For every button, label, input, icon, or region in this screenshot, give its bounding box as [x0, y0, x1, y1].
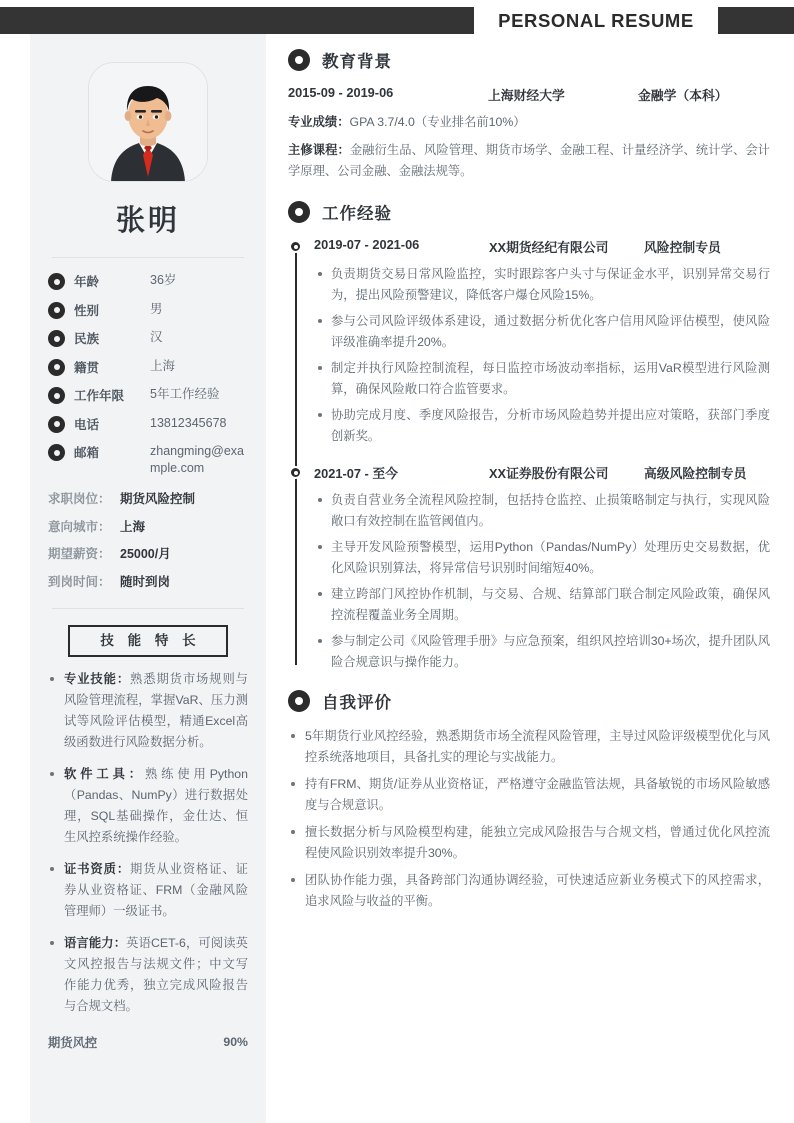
contact-row-email	[48, 443, 248, 477]
page-title: PERSONAL RESUME	[498, 10, 694, 31]
job-company: XX证券股份有限公司	[489, 466, 609, 481]
list-item: 团队协作能力强，具备跨部门沟通协调经验，可快速适应新业务模式下的风控需求，追求风险与收益的平衡。	[288, 870, 770, 912]
intention-row-availability	[48, 572, 248, 590]
list-item: 制定并执行风险控制流程，每日监控市场波动率指标，运用VaR模型进行风险测算，确保风险敞口符合监管要求。	[314, 358, 770, 400]
sidebar	[30, 34, 266, 1123]
list-item: 参与制定公司《风险管理手册》与应急预案，组织风控培训30+场次，提升团队风险合规意识与操作能力。	[314, 631, 770, 673]
section-header-evaluation	[288, 689, 770, 713]
job-date: 2019-07 - 2021-06	[314, 237, 420, 252]
contact-label: 工作年限	[74, 389, 125, 403]
job-header	[314, 463, 770, 482]
list-item: 负责自营业务全流程风险控制，包括持仓监控、止损策略制定与执行，实现风险敞口有效控制在监管阈值内。	[314, 490, 770, 532]
phone-ring-icon	[48, 416, 65, 433]
header-bar-left	[0, 7, 474, 34]
contact-value: 男	[150, 301, 163, 316]
contact-value: 上海	[150, 358, 176, 373]
timeline-dot-icon	[289, 466, 302, 479]
email-ring-icon	[48, 444, 65, 461]
education-courses-value: 金融衍生品、风险管理、期货市场学、金融工程、计量经济学、统计学、会计学原理、公司金融、金融法规等。	[288, 143, 770, 178]
job-date: 2021-07 - 至今	[314, 466, 398, 481]
education-date: 2015-09 - 2019-06	[288, 85, 394, 100]
ring-bullet-icon	[48, 387, 65, 404]
contact-row-gender	[48, 301, 248, 319]
job-role: 高级风险控制专员	[644, 466, 747, 481]
ring-bullet-icon	[48, 273, 65, 290]
skill-text: 熟练使用Python（Pandas、NumPy）进行数据处理，SQL基础操作，金仕达、恒生风控系统操作经验。	[64, 766, 248, 844]
skill-bar-label: 期货风控	[48, 1035, 98, 1050]
header-bar-right	[718, 7, 794, 34]
divider-above-skills	[52, 608, 244, 609]
list-item	[48, 859, 248, 922]
intention-row-position	[48, 489, 248, 507]
intention-value: 上海	[120, 519, 146, 534]
contact-label: 邮箱	[74, 446, 100, 460]
intention-row-city	[48, 517, 248, 535]
ring-bullet-icon	[48, 359, 65, 376]
person-name: 张明	[115, 205, 180, 237]
contact-row-experience	[48, 386, 248, 404]
contact-label: 籍贯	[74, 360, 100, 375]
list-item: 5年期货行业风控经验，熟悉期货市场全流程风险管理，主导过风险评级模型优化与风控系统落地项目，具备扎实的理论与实战能力。	[288, 726, 770, 768]
section-self-evaluation	[288, 689, 770, 912]
work-timeline	[288, 237, 770, 673]
list-item: 持有FRM、期货/证券从业资格证，严格遵守金融监管法规，具备敏锐的市场风险敏感度与合规意识。	[288, 774, 770, 816]
list-item	[48, 764, 248, 848]
skill-title: 专业技能：	[64, 671, 131, 686]
contact-row-hometown	[48, 358, 248, 376]
donut-icon	[288, 49, 310, 71]
intention-label: 求职岗位：	[48, 492, 111, 506]
intention-label: 期望薪资：	[48, 547, 111, 561]
skills-list	[48, 669, 248, 1017]
list-item: 主导开发风险预警模型，运用Python（Pandas/NumPy）处理历史交易数据，优化风险识别算法，将异常信号识别时间缩短40%。	[314, 537, 770, 579]
evaluation-list	[288, 726, 770, 912]
contact-value: zhangming@example.com	[150, 444, 244, 475]
skill-title: 语言能力：	[64, 935, 127, 950]
list-item: 建立跨部门风控协作机制，与交易、合规、结算部门联合制定风险政策，确保风控流程覆盖业务全周期。	[314, 584, 770, 626]
ring-bullet-icon	[48, 330, 65, 347]
list-item: 负责期货交易日常风险监控，实时跟踪客户头寸与保证金水平，识别异常交易行为，提出风险预警建议，降低客户爆仓风险15%。	[314, 264, 770, 306]
section-title: 教育背景	[322, 53, 392, 71]
job-company: XX期货经纪有限公司	[489, 240, 609, 255]
section-header-education	[288, 48, 770, 72]
intention-value: 25000/月	[120, 547, 171, 561]
job-intention-list	[48, 489, 248, 590]
contact-value: 36岁	[150, 273, 177, 287]
main-column	[288, 48, 770, 918]
skill-bar-percent: 90%	[223, 1034, 248, 1049]
contact-label: 年龄	[74, 275, 100, 289]
contact-row-phone	[48, 415, 248, 433]
intention-label: 意向城市：	[48, 519, 111, 534]
skill-text: 熟悉期货市场规则与风险管理流程，掌握VaR、压力测试等风险评估模型，精通Excel高级函数进行风险数据分析。	[64, 671, 248, 749]
list-item: 协助完成月度、季度风险报告，分析市场风险趋势并提出应对策略，获部门季度创新奖。	[314, 405, 770, 447]
skill-text: 期货从业资格证、证券从业资格证、FRM（金融风险管理师）一级证书。	[64, 861, 248, 918]
skill-bar-row	[48, 1033, 248, 1051]
skill-bar-block	[48, 1033, 248, 1051]
contact-value: 13812345678	[150, 415, 227, 430]
job-entry	[314, 237, 770, 447]
contact-label: 性别	[74, 303, 100, 318]
section-title: 工作经验	[322, 205, 392, 223]
page-header	[0, 7, 794, 34]
avatar-illustration	[89, 63, 207, 181]
contact-value: 汉	[150, 330, 163, 344]
avatar	[88, 62, 208, 182]
list-item	[48, 933, 248, 1017]
contact-row-age	[48, 272, 248, 290]
job-role: 风险控制专员	[644, 240, 721, 255]
ring-bullet-icon	[48, 302, 65, 319]
skills-section-title: 技 能 特 长	[68, 625, 228, 657]
contact-label: 电话	[74, 417, 100, 432]
job-header	[314, 237, 770, 256]
education-gpa-value: GPA 3.7/4.0（专业排名前10%）	[349, 115, 526, 129]
education-gpa-label: 专业成绩：	[288, 115, 350, 129]
education-entry-row	[288, 85, 770, 104]
contact-row-ethnicity	[48, 329, 248, 347]
skill-title: 软件工具：	[64, 766, 145, 781]
skill-text: 英语CET-6，可阅读英文风控报告与法规文件；中文写作能力优秀，独立完成风险报告与合规文档。	[64, 935, 248, 1013]
timeline-dot-icon	[289, 240, 302, 253]
contact-list	[48, 272, 248, 477]
intention-row-salary	[48, 544, 248, 562]
section-title: 自我评价	[322, 694, 392, 712]
section-education	[288, 48, 770, 182]
education-major: 金融学（本科）	[638, 88, 728, 103]
donut-icon	[288, 201, 310, 223]
job-points-list	[314, 490, 770, 673]
list-item: 擅长数据分析与风险模型构建，能独立完成风险报告与合规文档，曾通过优化风控流程使风险识别效率提升30%。	[288, 822, 770, 864]
education-school: 上海财经大学	[488, 88, 565, 103]
donut-icon	[288, 690, 310, 712]
list-item: 参与公司风险评级体系建设，通过数据分析优化客户信用风险评估模型，使风险评级准确率提升20%。	[314, 311, 770, 353]
contact-value: 5年工作经验	[150, 387, 220, 401]
contact-label: 民族	[74, 332, 100, 346]
education-gpa-line	[288, 112, 770, 133]
skill-title: 证书资质：	[64, 861, 131, 876]
list-item	[48, 669, 248, 753]
job-entry	[314, 463, 770, 673]
job-points-list	[314, 264, 770, 447]
intention-label: 到岗时间：	[48, 574, 111, 589]
education-courses-line	[288, 140, 770, 182]
education-courses-label: 主修课程：	[288, 143, 350, 157]
intention-value: 随时到岗	[120, 574, 171, 589]
section-work-experience	[288, 200, 770, 673]
divider-under-name	[52, 257, 244, 258]
intention-value: 期货风险控制	[120, 492, 196, 506]
section-header-work	[288, 200, 770, 224]
